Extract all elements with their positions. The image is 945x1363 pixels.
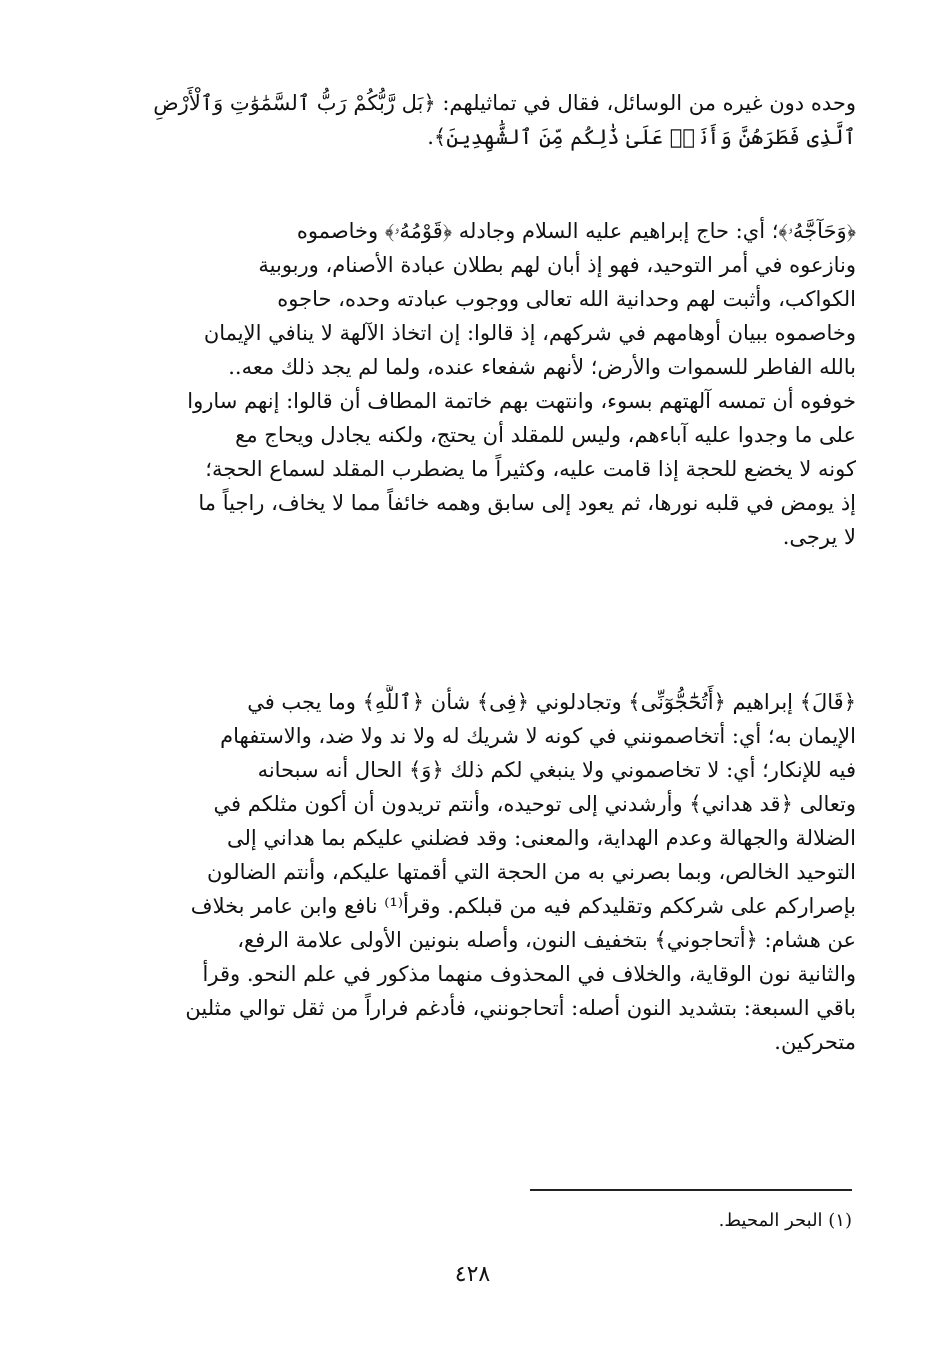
footnote-divider xyxy=(530,1189,852,1191)
paragraph-3 xyxy=(80,685,856,1059)
text-line: ﴿وَحَآجَّهُۥ﴾؛ أي: حاج إبراهيم عليه السلام وجادله ﴿قَوْمُهُۥ﴾ وخاصموه xyxy=(296,219,856,243)
text-line: خوفوه أن تمسه آلهتهم بسوء، وانتهت بهم خاتمة المطاف أن قالوا: إنهم ساروا xyxy=(187,389,856,413)
text-line: وخاصموه ببيان أوهامهم في شركهم، إذ قالوا: إن اتخاذ الآلهة لا ينافي الإيمان xyxy=(203,321,856,345)
text-line: كونه لا يخضع للحجة إذا قامت عليه، وكثيراً ما يضطرب المقلد لسماع الحجة؛ xyxy=(205,457,856,481)
text-line: متحركين. xyxy=(774,1030,856,1054)
text-line: بإصراركم على شرككم وتقليدكم فيه من قبلكم. وقرأ⁽¹⁾ نافع وابن عامر بخلاف xyxy=(190,894,856,918)
text-line: باقي السبعة: بتشديد النون أصله: أتحاجونني، فأدغم فراراً من ثقل توالي مثلين xyxy=(185,996,856,1020)
text-line: فيه للإنكار؛ أي: لا تخاصموني ولا ينبغي لكم ذلك ﴿وَ﴾ الحال أنه سبحانه xyxy=(257,758,856,782)
text-line: بالله الفاطر للسموات والأرض؛ لأنهم شفعاء عنده، ولما لم يجد ذلك معه.. xyxy=(228,355,856,379)
text-line: ونازعوه في أمر التوحيد، فهو إذ أبان لهم بطلان عبادة الأصنام، وربوبية xyxy=(258,253,856,277)
footnote: (١) البحر المحيط. xyxy=(718,1210,852,1231)
page-number: ٤٢٨ xyxy=(454,1262,491,1287)
text-line: إذ يومض في قلبه نورها، ثم يعود إلى سابق وهمه خائفاً مما لا يخاف، راجياً ما xyxy=(198,491,856,515)
text-line: عن هشام: ﴿أتحاجوني﴾ بتخفيف النون، وأصله بنونين الأولى علامة الرفع، xyxy=(237,928,856,952)
text-line: الضلالة والجهالة وعدم الهداية، والمعنى: وقد فضلني عليكم بما هداني إلى xyxy=(227,826,856,850)
text-line: وحده دون غيره من الوسائل، فقال في تماثيلهم: ﴿بَل رَّبُّكُمْ رَبُّ ٱلسَّمَٰوَٰتِ وَٱلْأَرْضِ xyxy=(153,91,856,115)
text-line: التوحيد الخالص، وبما بصرني به من الحجة التي أقمتها عليكم، وأنتم الضالون xyxy=(206,860,856,884)
text-line: لا يرجى. xyxy=(782,525,856,549)
text-line: وتعالى ﴿قد هداني﴾ وأرشدني إلى توحيده، وأنتم تريدون أن أكون مثلكم في xyxy=(213,792,856,816)
text-line: الكواكب، وأثبت لهم وحدانية الله تعالى ووجوب عبادته وحده، حاجوه xyxy=(277,287,856,311)
text-line: الإيمان به؛ أي: أتخاصمونني في كونه لا شريك له ولا ند ولا ضد، والاستفهام xyxy=(220,724,856,748)
paragraph-2 xyxy=(80,214,856,554)
text-line: والثانية نون الوقاية، والخلاف في المحذوف منهما مذكور في علم النحو. وقرأ xyxy=(202,962,856,986)
text-line: ﴿قَالَ﴾ إبراهيم ﴿أَتُحَٰٓجُّوٓنِّى﴾ وتجادلوني ﴿فِى﴾ شأن ﴿ٱللَّهِ﴾ وما يجب في xyxy=(247,690,856,714)
paragraph-1 xyxy=(80,86,856,154)
text-line: على ما وجدوا عليه آباءهم، وليس للمقلد أن يحتج، ولكنه يجادل ويحاج مع xyxy=(235,423,856,447)
text-line: ٱلَّذِى فَطَرَهُنَّ وَأَنَا۠ عَلَىٰ ذَٰلِكُم مِّنَ ٱلشَّٰهِدِينَ﴾. xyxy=(427,125,856,149)
